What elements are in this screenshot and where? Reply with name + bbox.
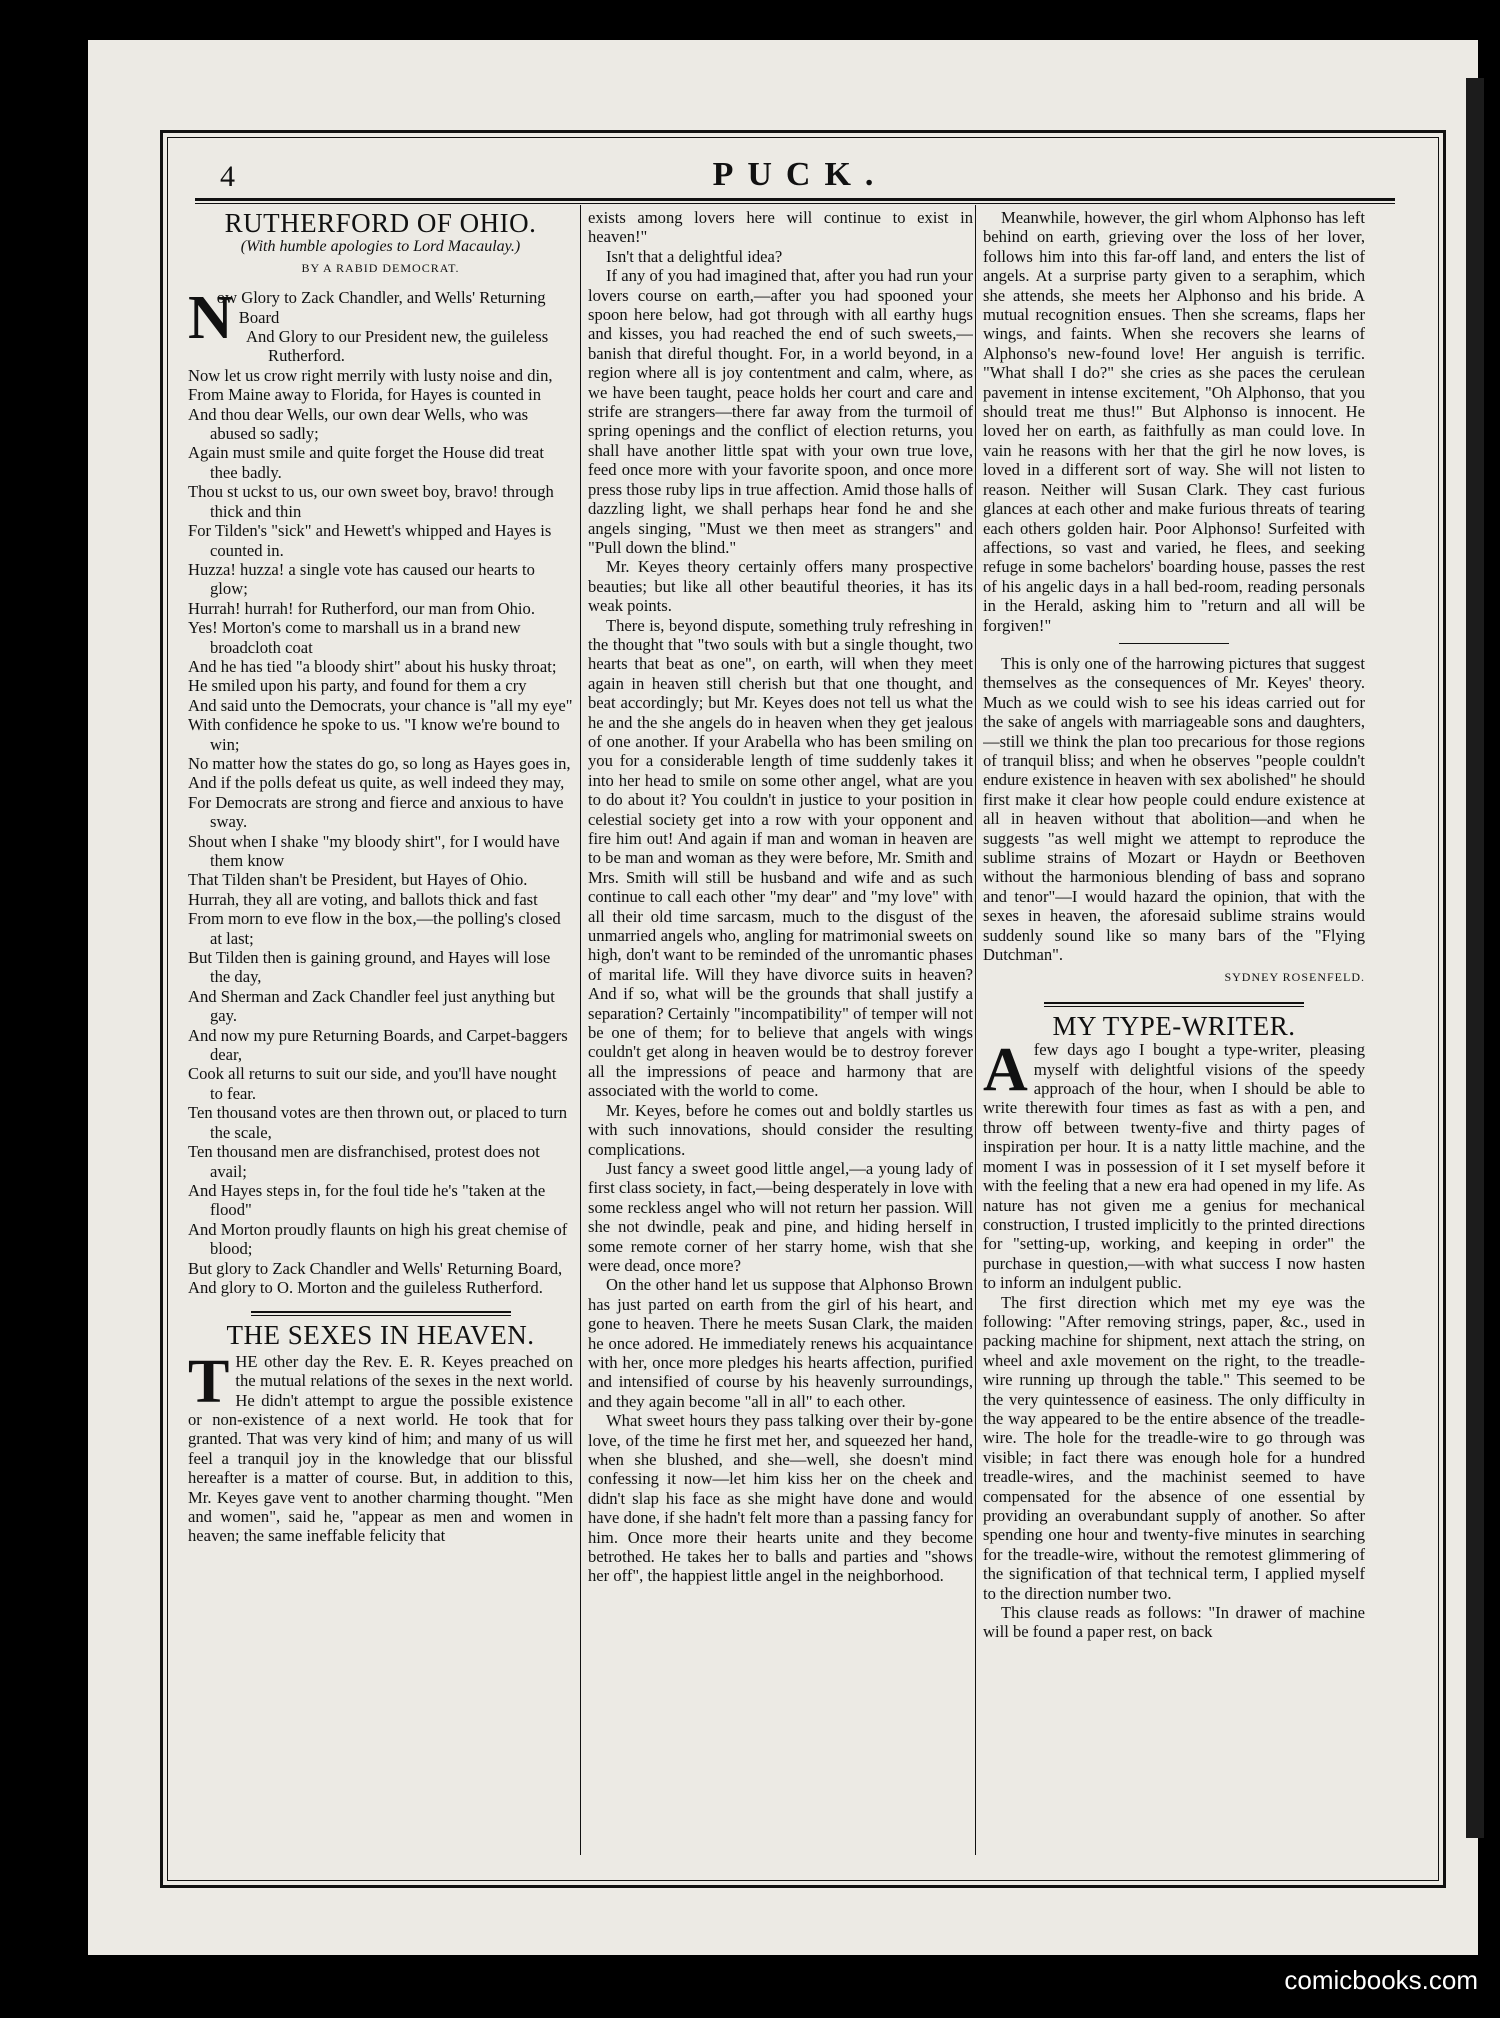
column-divider [975, 205, 976, 1855]
article-title: MY TYPE-WRITER. [1052, 1010, 1296, 1041]
poem-line: And thou dear Wells, our own dear Wells, who was abused so sadly; [188, 404, 529, 444]
article-paragraph: On the other hand let us suppose that Alphonso Brown has just parted on earth from the girl of his heart, and gone to heaven. There he meets Susan Clark, the maiden he once adored. He immediately renews his acquaintance with her, once more pledges his hearts affection, purified and intensified of course by his heavenly surroundings, and they again become "all in all" to each other. [588, 1275, 973, 1411]
binding-edge [1466, 78, 1484, 1838]
article-paragraph: THE other day the Rev. E. R. Keyes preached on the mutual relations of the sexes in the next world. He didn't attempt to argue the possible existence or non-existence of a next world. He took that for granted. That was very kind of him; and many of us will feel a tranquil joy in the knowledge that our blissful hereafter is a matter of course. But, in addition to this, Mr. Keyes gave vent to another charming thought. "Men and women", said he, "appear as men and women in heaven; the same ineffable felicity that [188, 1347, 573, 1546]
poem-line: From morn to eve flow in the box,—the polling's closed at last; [188, 909, 561, 948]
poem-line: From Maine away to Florida, for Hayes is counted in [188, 385, 542, 405]
poem-line: Hurrah! hurrah! for Rutherford, our man from Ohio. [188, 598, 535, 618]
article-continued [588, 208, 973, 1586]
poem-line: And Morton proudly flaunts on high his great chemise of blood; [188, 1219, 568, 1259]
poem-line: For Democrats are strong and fierce and anxious to have sway. [188, 792, 564, 832]
section-rule-short [1119, 643, 1229, 644]
poem-line: But Tilden then is gaining ground, and Hayes will lose the day, [188, 948, 551, 987]
poem-line: Ten thousand men are disfranchised, protest does not avail; [188, 1142, 540, 1181]
poem-line: He smiled upon his party, and found for them a cry [188, 676, 527, 696]
poem-line: But glory to Zack Chandler and Wells' Returning Board, [188, 1258, 563, 1278]
poem-line: And if the polls defeat us quite, as well indeed they may, [188, 773, 565, 793]
article-paragraph: Mr. Keyes, before he comes out and boldly startles us with such innovations, should consider the resulting complications. [588, 1100, 973, 1159]
column-2 [588, 208, 973, 1848]
article-paragraph: What sweet hours they pass talking over their by-gone love, of the time he first met her, and squeezed her hand, when she blushed, and she—well, she doesn't mind confessing it now—let him kiss her on the cheek and didn't slap his face as she might have done and would have done, if she hadn't felt more than a passing fancy for him. Once more their hearts unite and they become betrothed. He takes her to balls and parties and "shows her off", the happiest little angel in the neighborhood. [588, 1411, 973, 1586]
watermark-text: comicbooks.com [1284, 1965, 1478, 1995]
column-3 [983, 208, 1365, 1848]
poem-line: And said unto the Democrats, your chance is "all my eye" [188, 695, 573, 715]
article-continued [983, 654, 1365, 965]
poem-line: No matter how the states do go, so long as Hayes goes in, [188, 753, 571, 773]
article-paragraph: Isn't that a delightful idea? [606, 246, 783, 266]
column-1 [188, 208, 573, 1848]
article-title: THE SEXES IN HEAVEN. [226, 1320, 535, 1351]
article-paragraph: There is, beyond dispute, something truly refreshing in the thought that "two souls with but a single thought, two hearts that beat as one", on earth, will when they meet again in heaven still cherish but that one thought, and beat accordingly; but Mr. Keyes does not tell us what the he and the she angels do in heaven when they get jealous of one another. If your Arabella who has been smiling on you for a considerable length of time suddenly takes it into her head to smile on some other angel, what are you to do about it? You couldn't in justice to your position in celestial society get into a row with your opponent and fire him out! And again if man and woman in heaven are to be man and woman as they were before, Mr. Smith and Mrs. Smith will still be husband and wife and as such continue to call each other "my dear" and "my love" with all their old time sarcasm, much to the disgust of the unmarried angels who, angling for matrimonial sweets on high, don't want to be reminded of the unromantic phases of marital life. Will they have divorce suits in heaven? And if so, what will be the grounds that shall justify a separation? Certainly "incompatibility" of temper will not be one of them; for to believe that angels with wings couldn't get along in heaven would be to destroy forever all the impressions of peace and harmony that are associated with the world to come. [588, 615, 973, 1101]
poem-line: Cook all returns to suit our side, and you'll have nought to fear. [188, 1064, 557, 1103]
article-paragraph: This is only one of the harrowing pictures that suggest themselves as the consequences of Mr. Keyes' theory. Much as we could wish to see his ideas carried out for the sake of angels with marriageable sons and daughters,—still we think the plan too precarious for those regions of tranquil bliss; and when he observes "people couldn't endure existence in heaven with sex abolished" he should first make it clear how people could endure existence at all in heaven without that abolition—and when he suggests "as well might we attempt to reproduce the sublime strains of Mozart or Haydn or Beethoven without the harmonious blending of bass and soprano and tenor"—I would hazard the opinion, that with the sexes in heaven, the aforesaid sublime strains would suddenly sound like so many bars of the "Flying Dutchman". [983, 653, 1365, 965]
poem-line: And now my pure Returning Boards, and Carpet-baggers dear, [188, 1025, 568, 1065]
poem-line: Huzza! huzza! a single vote has caused our hearts to glow; [188, 559, 535, 599]
poem-line: And he has tied "a bloody shirt" about his husky throat; [188, 656, 557, 676]
poem-line: With confidence he spoke to us. "I know we're bound to win; [188, 715, 560, 754]
column-divider [580, 205, 581, 1855]
article-paragraph: If any of you had imagined that, after you had run your lovers course on earth,—after you had spooned your spoon here below, had got through with all earthy hugs and kisses, you had reached the end of such sweets,—banish that direful thought. For, in a world beyond, in a region where all is joy contentment and calm, where, as we have been taught, peace holds her court and care and strife are strangers—there far away from the turmoil of spring openings and the conflict of election returns, you shall have another little spat with your own true love, feed once more with your favorite spoon, and once more press those ruby lips in true affection. Amid those halls of dazzling light, we shall perhaps hear fond he and she angels singing, "Must we then meet as strangers" and "Pull down the blind." [588, 266, 973, 557]
page-header [180, 152, 1420, 196]
article-paragraph: Meanwhile, however, the girl whom Alphonso has left behind on earth, grieving over the loss of her lover, follows him into this far-off land, and enters the list of angels. At a surprise party given to a seraphim, which she attends, she meets her Alphonso and his bride. A mutual recognition ensues. Then she screams, flaps her wings, and faints. When she recovers she learns of Alphonso's new-found love! Her anguish is terrific. "What shall I do?" she cries as she paces the cerulean pavement in intense excitement, "Oh Alphonso, that you should treat me thus!" But Alphonso is innocent. He loved her on earth, as faithfully as man could love. In vain he reasons with her that the girl he now loves, is loved in a different sort of way. She will not listen to reason. Neither will Susan Clark. They cast furious glances at each other and make furious threats of tearing each others golden hair. Poor Alphonso! Surfeited with affections, so vast and varied, he flees, and seeking refuge in some bachelors' boarding house, passes the rest of his angelic days in a hall bed-room, reading personals in the Herald, asking him to "return and all will be forgiven!" [983, 208, 1365, 635]
poem-line: And Glory to our President new, the guileless Rutherford. [246, 327, 549, 366]
poem-line: That Tilden shan't be President, but Hayes of Ohio. [188, 870, 528, 890]
masthead-title: PUCK. [712, 156, 888, 193]
header-rule-thin [195, 203, 1395, 204]
poem-byline: BY A RABID DEMOCRAT. [301, 260, 460, 275]
article-paragraph: Mr. Keyes theory certainly offers many prospective beauties; but like all other beautiful theories, it has its weak points. [588, 557, 973, 616]
page-number: 4 [220, 160, 235, 193]
article-dropcap: T [188, 1347, 230, 1416]
author-signature: SYDNEY ROSENFELD. [1224, 970, 1365, 985]
article-dropcap: A [983, 1036, 1028, 1105]
poem-dropcap: N [188, 284, 233, 353]
poem-line: Thou st uckst to us, our own sweet boy, bravo! through thick and thin [188, 482, 554, 521]
poem-line: Ten thousand votes are then thrown out, or placed to turn the scale, [188, 1103, 568, 1142]
article-paragraph: exists among lovers here will continue to exist in heaven!" [588, 208, 973, 247]
poem-line: Shout when I shake "my bloody shirt", for I would have them know [188, 831, 560, 870]
poem-line: Again must smile and quite forget the House did treat thee badly. [188, 443, 544, 482]
article-paragraph: A few days ago I bought a type-writer, pleasing myself with delightful visions of the speedy approach of the hour, when I should be able to write therewith four times as fast as with a pen, and throw off between twenty-five and thirty pages of inspiration per hour. It is a natty little machine, and the moment I was in possession of it I set myself before it with the feeling that a new era had opened in my life. As nature has not given me a genius for mechanical construction, I trusted implicitly to the printed directions for "setting-up, working, and keeping in order" the purchase in question,—with what success I now hasten to inform an indulgent public. [983, 1036, 1365, 1293]
typewriter-article-body [983, 1036, 1365, 1642]
poem-line: For Tilden's "sick" and Hewett's whipped and Hayes is counted in. [188, 521, 552, 560]
section-rule [251, 1311, 511, 1316]
article-continued [983, 208, 1365, 635]
article-paragraph: Just fancy a sweet good little angel,—a young lady of first class society, in fact,—being desperately in love with some reckless angel who will not return her passion. Will she not dwindle, peak and pine, and hiding herself in some remote corner of her starry home, wish that she were dead, once more? [588, 1158, 973, 1275]
header-rule [195, 198, 1395, 201]
poem-line: Yes! Morton's come to marshall us in a brand new broadcloth coat [188, 618, 521, 657]
poem-line: ow Glory to Zack Chandler, and Wells' Returning Board [216, 288, 546, 327]
poem-line: Now let us crow right merrily with lusty noise and din, [188, 365, 553, 385]
poem-subtitle: (With humble apologies to Lord Macaulay.) [240, 238, 521, 256]
poem-line: And Hayes steps in, for the foul tide he's "taken at the flood" [188, 1180, 546, 1220]
poem-line: And Sherman and Zack Chandler feel just anything but gay. [188, 986, 555, 1026]
poem-body [188, 284, 573, 1297]
poem-line: And glory to O. Morton and the guileless Rutherford. [188, 1277, 543, 1297]
article-paragraph: The first direction which met my eye was the following: "After removing strings, paper, &c., used in packing machine for shipment, next attach the string, on wheel and axle movement on the right, to the treadle-wire running up through the table." This seemed to be the very quintessence of easiness. The only difficulty in the way appeared to be the entire absence of the treadle-wire. The hole for the treadle-wire to go through was visible; in fact there was enough hole for a hundred treadle-wires, and the machinist seemed to have compensated for the absence of one essential by providing an overabundant supply of another. So after spending one hour and twenty-five minutes in searching for the treadle-wire, without the remotest glimmering of the signification of that technical term, I applied myself to the direction number two. [983, 1292, 1365, 1603]
section-rule [1044, 1002, 1304, 1007]
article-paragraph: This clause reads as follows: "In drawer of machine will be found a paper rest, on back [983, 1603, 1365, 1642]
poem-title: RUTHERFORD OF OHIO. [224, 208, 537, 238]
poem-line: Hurrah, they all are voting, and ballots thick and fast [188, 889, 538, 909]
